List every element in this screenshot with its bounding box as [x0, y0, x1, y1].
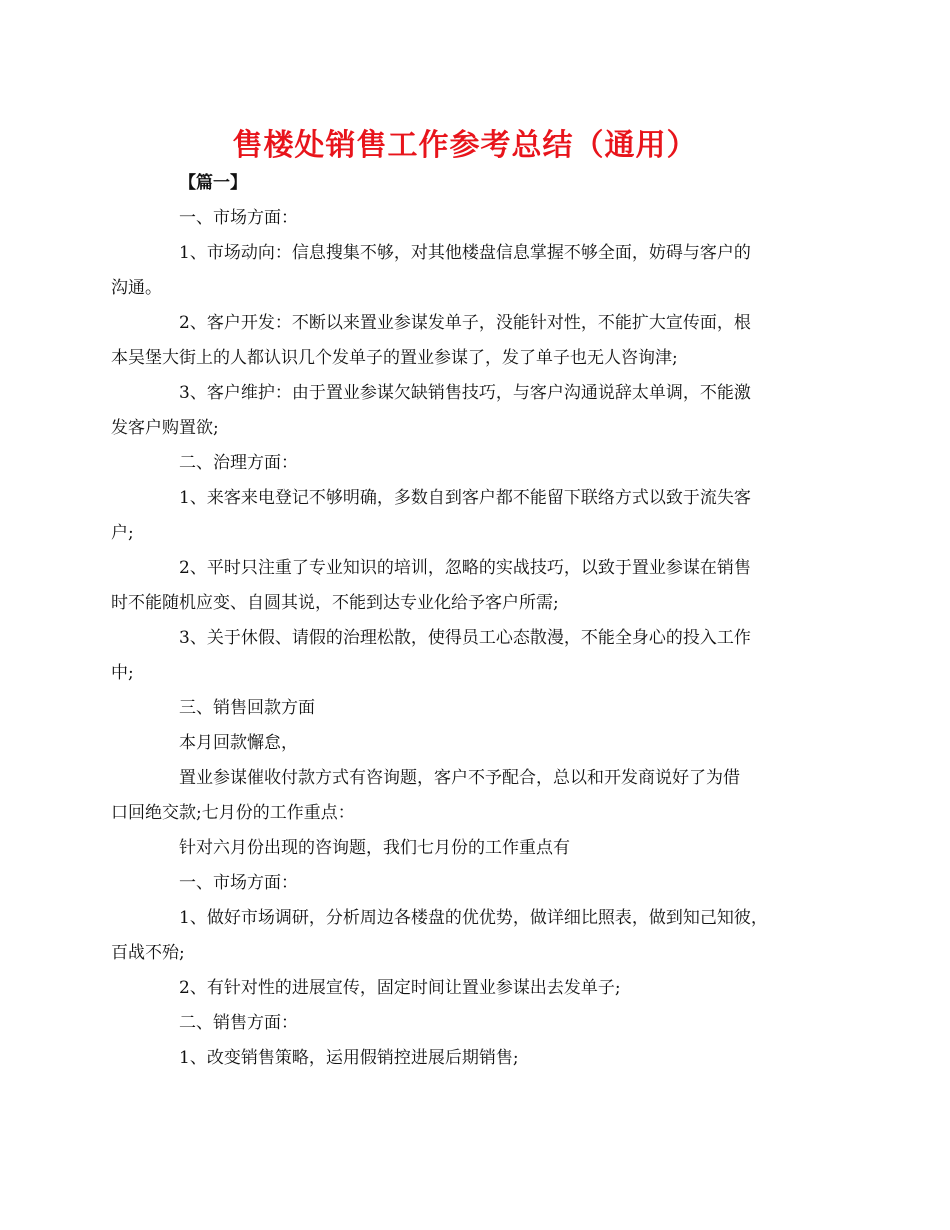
- line-continuation: 中;: [111, 663, 134, 683]
- paragraph: [111, 761, 815, 831]
- paragraph: [111, 551, 815, 621]
- line-text: 1、来客来电登记不够明确，多数自到客户都不能留下联络方式以致于流失客: [179, 488, 751, 508]
- paragraph: [111, 236, 815, 306]
- paragraph: [145, 201, 815, 236]
- line-text: 一、市场方面：: [179, 873, 298, 893]
- document-body: [111, 166, 815, 1076]
- line-text: 针对六月份出现的咨询题，我们七月份的工作重点有: [179, 838, 570, 858]
- line-text: 2、有针对性的进展宣传，固定时间让置业参谋出去发单子;: [179, 978, 621, 998]
- line-continuation: 口回绝交款;七月份的工作重点：: [111, 803, 355, 823]
- line-text: 3、客户维护：由于置业参谋欠缺销售技巧，与客户沟通说辞太单调，不能激: [179, 383, 751, 403]
- paragraph: [111, 306, 815, 376]
- line-continuation: 发客户购置欲;: [111, 418, 219, 438]
- document-title: 售楼处销售工作参考总结（通用）: [232, 128, 698, 163]
- paragraph: [111, 901, 815, 971]
- line-text: 3、关于休假、请假的治理松散，使得员工心态散漫，不能全身心的投入工作: [179, 628, 751, 648]
- line-text: 【篇一】: [179, 173, 247, 193]
- line-continuation: 沟通。: [111, 278, 162, 298]
- paragraph: [145, 831, 815, 866]
- paragraph: [145, 691, 815, 726]
- line-text: 置业参谋催收付款方式有咨询题，客户不予配合，总以和开发商说好了为借: [179, 768, 740, 788]
- paragraph: [111, 376, 815, 446]
- paragraph: [145, 446, 815, 481]
- line-continuation: 时不能随机应变、自圆其说，不能到达专业化给予客户所需;: [111, 593, 559, 613]
- line-text: 1、做好市场调研，分析周边各楼盘的优优势，做详细比照表，做到知己知彼，: [179, 908, 768, 928]
- line-text: 2、客户开发：不断以来置业参谋发单子，没能针对性，不能扩大宣传面，根: [179, 313, 751, 333]
- line-text: 二、销售方面：: [179, 1013, 298, 1033]
- line-continuation: 本吴堡大街上的人都认识几个发单子的置业参谋了，发了单子也无人咨询津;: [111, 348, 678, 368]
- paragraph: [145, 726, 815, 761]
- paragraph: [111, 621, 815, 691]
- line-text: 一、市场方面：: [179, 208, 298, 228]
- line-text: 1、改变销售策略，运用假销控进展后期销售;: [179, 1048, 519, 1068]
- line-continuation: 百战不殆;: [111, 943, 185, 963]
- paragraph: [145, 971, 815, 1006]
- line-continuation: 户;: [111, 523, 134, 543]
- line-text: 三、销售回款方面: [179, 698, 315, 718]
- line-text: 本月回款懈怠，: [179, 733, 298, 753]
- paragraph: [145, 866, 815, 901]
- line-text: 1、市场动向：信息搜集不够，对其他楼盘信息掌握不够全面，妨碍与客户的: [179, 243, 751, 263]
- paragraph: [111, 481, 815, 551]
- paragraph: [145, 1041, 815, 1076]
- line-text: 2、平时只注重了专业知识的培训，忽略的实战技巧，以致于置业参谋在销售: [179, 558, 751, 578]
- section-heading: [145, 166, 815, 201]
- paragraph: [145, 1006, 815, 1041]
- line-text: 二、治理方面：: [179, 453, 298, 473]
